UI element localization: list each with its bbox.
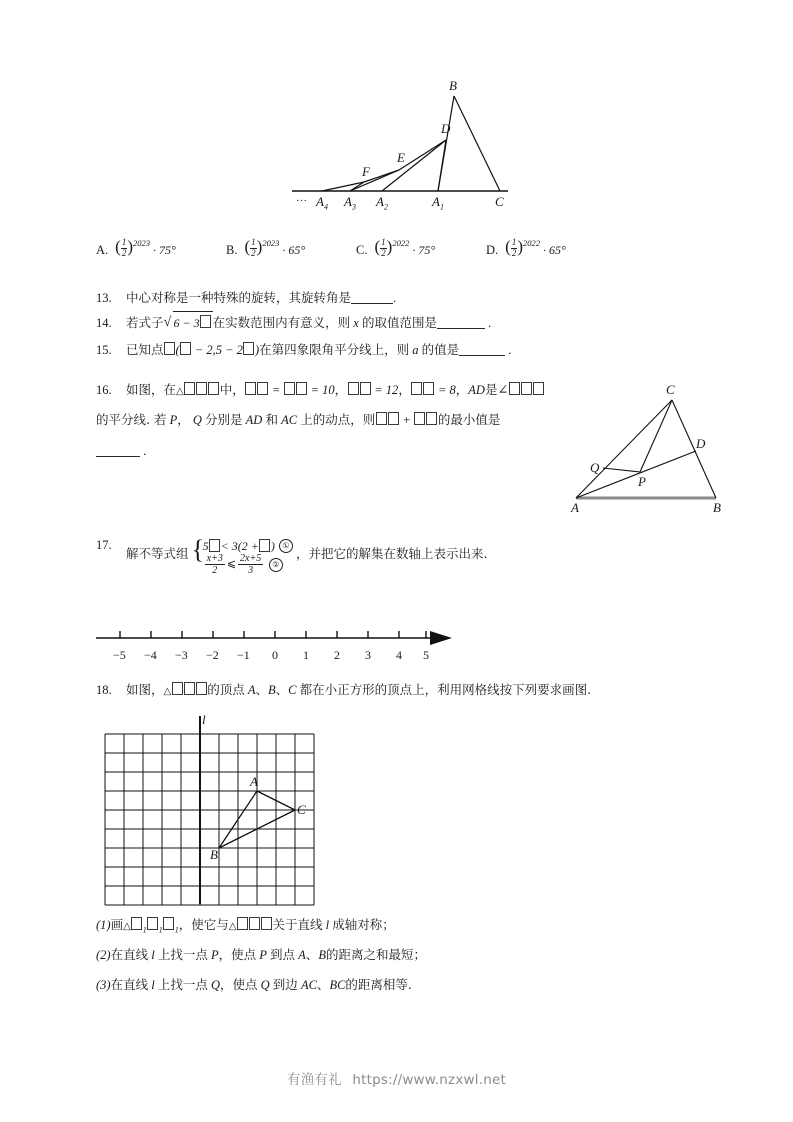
label-C: C <box>297 802 306 817</box>
footer-watermark <box>0 1068 793 1088</box>
tick-label: −2 <box>206 648 219 662</box>
missing-glyph-box <box>533 382 544 395</box>
angle-icon: ∠ <box>497 382 509 397</box>
subquestion-1 <box>96 915 395 935</box>
option-b-tail: · 65° <box>282 243 306 258</box>
q14-stem-b: 在实数范围内有意义，则 <box>212 315 351 330</box>
missing-glyph-box <box>131 917 142 930</box>
question-13-text <box>126 286 396 311</box>
label-Q: Q <box>590 460 600 475</box>
label-E: E <box>397 150 405 165</box>
tick-label: −5 <box>113 648 126 662</box>
q16-eq1: = <box>268 383 284 397</box>
tick-label: −4 <box>144 648 157 662</box>
label-A4: $A_4$ <box>316 194 328 212</box>
subq1-sub2: 1 <box>158 925 163 935</box>
option-d-letter: D. <box>486 243 499 258</box>
missing-glyph-box <box>411 382 422 395</box>
subq3-sep: 、 <box>316 977 330 992</box>
q16-segment-ad2: AD <box>245 412 263 427</box>
q16-stem-c: 是 <box>484 382 498 397</box>
question-16-text-line3 <box>96 440 566 464</box>
tick-label: 0 <box>272 648 278 662</box>
missing-glyph-box <box>163 917 174 930</box>
question-14 <box>96 311 491 336</box>
tick-label: −3 <box>175 648 188 662</box>
subq1-sub1: 1 <box>142 925 147 935</box>
option-d-tail: · 65° <box>543 243 566 258</box>
subq3-segment-bc: BC <box>329 978 346 992</box>
q16-comma4: ， <box>177 411 190 427</box>
missing-glyph-box <box>509 382 520 395</box>
subq2-point-a: A <box>298 948 306 962</box>
q16-comma2: ， <box>398 382 411 397</box>
missing-glyph-box <box>184 382 195 395</box>
q16-segment-ad: AD <box>468 383 485 397</box>
footer-brand: 有渔有礼 <box>287 1072 342 1088</box>
subq3-text-b: 上找一点 <box>157 977 208 992</box>
q17-stem-b: ，并把它的解集在数轴上表示出来. <box>295 545 488 561</box>
question-14-number: 14. <box>96 316 112 330</box>
question-14-text <box>126 311 491 336</box>
q14-radical <box>164 311 213 335</box>
question-16-text-line2 <box>96 408 566 433</box>
subquestion-2 <box>96 945 426 963</box>
subq3-text-a: 在直线 <box>110 977 149 992</box>
question-15-number: 15. <box>96 343 112 357</box>
label-A1: $A_1$ <box>432 194 444 212</box>
question-16 <box>96 378 566 464</box>
q15-period: . <box>508 343 512 357</box>
subq1-text-b: ，使它与 <box>178 917 229 932</box>
q16-point-p: P <box>169 412 178 427</box>
number-line <box>92 626 462 672</box>
subq2-text-d: 到点 <box>270 947 296 962</box>
missing-glyph-box <box>388 412 399 425</box>
question-18-number: 18. <box>96 683 112 697</box>
q14-answer-blank[interactable] <box>437 316 485 329</box>
q18-stem-b: 的顶点 <box>207 682 245 697</box>
subq3-segment-ac: AC <box>300 978 317 992</box>
missing-glyph-box <box>196 382 207 395</box>
label-B: B <box>449 78 457 93</box>
q18-stem-c: 都在小正方形的顶点上，利用网格线按下列要求画图. <box>299 682 592 697</box>
q17-fraction-right: $\frac{2x+5}{3}$ <box>240 553 262 576</box>
missing-glyph-box <box>259 539 270 552</box>
option-b[interactable] <box>226 238 356 258</box>
question-16-number: 16. <box>96 383 112 397</box>
option-c[interactable] <box>356 238 486 258</box>
q16-conj: 和 <box>265 411 278 427</box>
option-a-expr: ( $\frac{1}{2}$ )$^{2023}$ <box>115 237 150 258</box>
tick-label: 5 <box>423 648 429 662</box>
q16-stem-b: 中， <box>219 382 245 397</box>
subq2-point-p2: P <box>259 948 267 962</box>
q17-row1-lhs: 5 <box>202 538 209 553</box>
q16-segment-ac: AC <box>281 412 298 427</box>
subq1-text-c: 关于直线 <box>272 917 323 932</box>
subq2-sep: 、 <box>305 947 319 962</box>
q18-sep2: 、 <box>275 682 289 697</box>
missing-glyph-box <box>147 917 158 930</box>
missing-glyph-box <box>296 382 307 395</box>
q16-plus: + <box>399 412 414 427</box>
missing-glyph-box <box>184 682 195 695</box>
subq1-line-var: l <box>325 918 330 932</box>
question-13 <box>96 286 396 311</box>
subq3-point-q2: Q <box>260 978 270 992</box>
q17-row1-rhs: ) <box>270 538 275 553</box>
label-D: D <box>441 121 451 136</box>
subq2-point-b: B <box>318 948 326 962</box>
q15-stem-c: 的值是 <box>421 342 460 357</box>
q16-period: . <box>143 444 147 459</box>
question-17-number: 17. <box>96 538 112 552</box>
tick-label: 3 <box>365 648 371 662</box>
question-18 <box>96 678 591 703</box>
missing-glyph-box <box>257 382 268 395</box>
q16-comma1: ， <box>334 382 348 397</box>
q13-answer-blank[interactable] <box>351 291 393 304</box>
subq1-marker: (1) <box>96 918 111 932</box>
question-15 <box>96 338 511 363</box>
q17-relation: ⩽ <box>226 558 237 571</box>
subq3-marker: (3) <box>96 978 111 992</box>
q18-stem-a: 如图， <box>126 682 164 697</box>
subq2-text-b: 上找一点 <box>157 947 208 962</box>
label-A: A <box>571 500 579 515</box>
subq3-text-e: 的距离相等. <box>345 977 412 992</box>
triangle-icon: △ <box>163 686 172 697</box>
q15-stem-a: 已知点 <box>126 342 164 357</box>
subquestion-3 <box>96 975 412 993</box>
label-B: B <box>210 847 218 862</box>
missing-glyph-box <box>284 382 295 395</box>
q15-answer-blank[interactable] <box>459 343 505 356</box>
q15-variable: a <box>412 343 419 357</box>
q17-fraction-left: $\frac{x+3}{2}$ <box>206 553 223 576</box>
q15-point: ( − 2,5 − 2 ) <box>175 343 260 357</box>
q17-stem-a: 解不等式组 <box>126 545 189 561</box>
q14-variable: x <box>353 316 359 330</box>
q18-vertex-b: B <box>268 683 276 697</box>
missing-glyph-box <box>423 382 434 395</box>
subq3-point-q1: Q <box>210 978 220 992</box>
q18-sep1: 、 <box>255 682 269 697</box>
option-a[interactable] <box>96 238 226 258</box>
missing-glyph-box <box>208 382 219 395</box>
q13-stem: 中心对称是一种特殊的旋转，其旋转角是 <box>126 290 352 305</box>
q15-stem-b: 在第四象限角平分线上，则 <box>259 342 410 357</box>
label-A: A <box>250 774 258 789</box>
q14-stem-c: 的取值范围是 <box>361 315 437 330</box>
subq1-text-a: 画 <box>110 917 124 932</box>
option-d[interactable] <box>486 238 616 258</box>
missing-glyph-box <box>172 682 183 695</box>
option-b-expr: ( $\frac{1}{2}$ )$^{2023}$ <box>244 237 280 258</box>
nested-triangles-figure <box>286 78 536 228</box>
q18-vertex-c: C <box>288 683 297 697</box>
circled-number-1: ① <box>278 537 295 554</box>
missing-glyph-box <box>200 315 211 328</box>
q16-stem-f: 上的动点，则 <box>300 411 376 427</box>
answer-options <box>96 238 716 258</box>
label-F: F <box>362 164 370 179</box>
grid-triangle-figure <box>97 712 347 907</box>
option-c-tail: · 75° <box>412 243 436 258</box>
q13-period: . <box>393 291 397 305</box>
q16-stem-g: 的最小值是 <box>437 411 501 427</box>
circled-number-2: ② <box>268 556 285 573</box>
label-ellipsis: ··· <box>296 195 307 207</box>
subq2-text-a: 在直线 <box>110 947 149 962</box>
q16-comma3: ， <box>455 382 469 397</box>
label-A2: $A_2$ <box>376 194 388 212</box>
missing-glyph-box <box>209 539 220 552</box>
missing-glyph-box <box>237 917 248 930</box>
missing-glyph-box <box>360 382 371 395</box>
option-c-expr: ( $\frac{1}{2}$ )$^{2022}$ <box>374 237 410 258</box>
missing-glyph-box <box>196 682 207 695</box>
q16-stem-e: 分别是 <box>205 411 243 427</box>
tick-label: −1 <box>237 648 250 662</box>
q16-eq2: = 12 <box>371 383 399 397</box>
missing-glyph-box <box>348 382 359 395</box>
triangle-icon: △ <box>176 386 184 397</box>
q16-eq3: = 8 <box>434 383 456 397</box>
question-17 <box>96 536 487 574</box>
missing-glyph-box <box>180 342 191 355</box>
missing-glyph-box <box>376 412 387 425</box>
triangle-icon: △ <box>228 921 237 932</box>
subq2-text-e: 的距离之和最短； <box>325 947 426 962</box>
option-b-letter: B. <box>226 243 238 258</box>
q16-stem-d: 的平分线. 若 <box>96 411 167 427</box>
triangle-abc-figure <box>562 372 784 522</box>
label-C: C <box>666 382 675 397</box>
option-c-letter: C. <box>356 243 368 258</box>
tick-label: 2 <box>334 648 340 662</box>
q17-row1-mid: < 3(2 + <box>220 538 259 553</box>
label-B: B <box>713 500 721 515</box>
subq1-sub3: 1 <box>174 925 179 935</box>
option-d-expr: ( $\frac{1}{2}$ )$^{2022}$ <box>505 237 540 258</box>
q16-eq1-value: = 10 <box>307 383 335 397</box>
inequality-row-2 <box>203 555 293 574</box>
question-17-text <box>126 536 487 574</box>
tick-label: 4 <box>396 648 402 662</box>
question-16-text-line1 <box>126 378 544 402</box>
missing-glyph-box <box>521 382 532 395</box>
subq2-point-p1: P <box>210 948 219 962</box>
triangle-icon: △ <box>123 921 131 932</box>
question-18-text <box>126 678 591 703</box>
missing-glyph-box <box>245 382 256 395</box>
missing-glyph-box <box>414 412 425 425</box>
q14-period: . <box>488 316 492 330</box>
missing-glyph-box <box>164 342 175 355</box>
tick-label: 1 <box>303 648 309 662</box>
footer-url[interactable]: https://www.nzxwl.net <box>352 1072 506 1088</box>
q18-vertex-a: A <box>247 683 256 697</box>
subq3-text-d: 到边 <box>272 977 298 992</box>
brace-icon: { <box>191 535 205 564</box>
subq3-line-var: l <box>151 978 155 992</box>
option-a-tail: · 75° <box>153 243 176 258</box>
question-13-number: 13. <box>96 291 112 305</box>
subq3-text-c: ，使点 <box>220 977 258 992</box>
label-A3: $A_3$ <box>344 194 356 212</box>
q16-stem-a: 如图，在 <box>126 382 177 397</box>
subq1-text-d: 成轴对称； <box>332 917 395 932</box>
missing-glyph-box <box>249 917 260 930</box>
subq2-text-c: ，使点 <box>218 947 257 962</box>
inequality-system <box>192 536 293 574</box>
missing-glyph-box <box>243 342 254 355</box>
label-D: D <box>696 436 706 451</box>
q14-stem-a: 若式子 <box>126 315 164 330</box>
q16-answer-blank[interactable] <box>96 444 140 457</box>
label-line-l: l <box>202 712 206 727</box>
subq2-marker: (2) <box>96 948 111 962</box>
label-P: P <box>638 474 646 489</box>
missing-glyph-box <box>261 917 272 930</box>
q14-radicand: 6 − 3 <box>173 316 200 330</box>
missing-glyph-box <box>426 412 437 425</box>
q16-point-q: Q <box>192 412 202 427</box>
option-a-letter: A. <box>96 243 109 258</box>
question-15-text <box>126 338 511 363</box>
subq2-line-var: l <box>151 948 155 962</box>
label-C: C <box>495 194 504 209</box>
